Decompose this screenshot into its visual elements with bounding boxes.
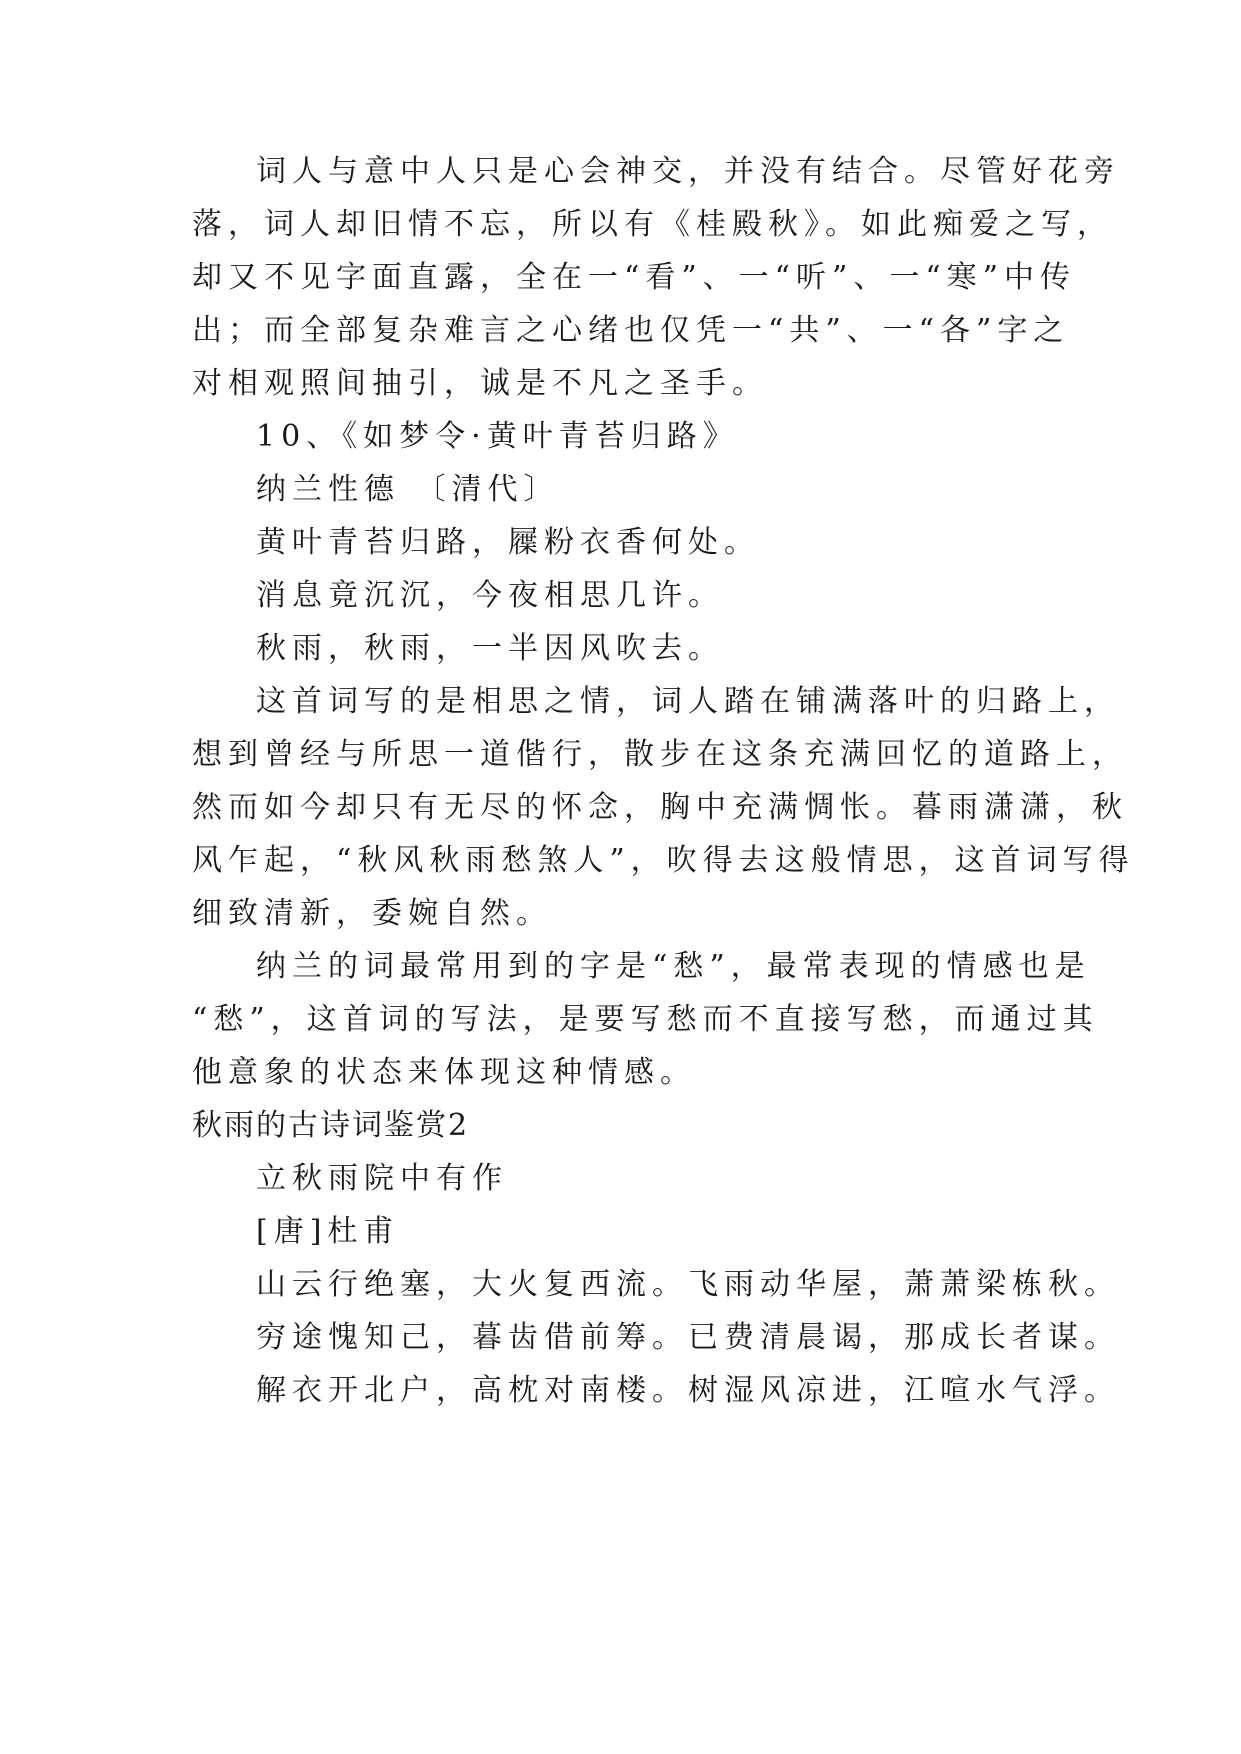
paragraph-line: 想到曾经与所思一道偕行，散步在这条充满回忆的道路上， — [192, 737, 1128, 772]
paragraph-line: 风乍起，“秋风秋雨愁煞人”，吹得去这般情思，这首词写得 — [192, 843, 1135, 878]
poem-title: 10、《如梦令·黄叶青苔归路》 — [256, 419, 739, 454]
paragraph-line: 他意象的状态来体现这种情感。 — [192, 1055, 696, 1090]
paragraph-line: 细致清新，委婉自然。 — [192, 896, 552, 931]
poem-verse: 消息竟沉沉，今夜相思几许。 — [256, 578, 724, 613]
paragraph-line: 对相观照间抽引，诚是不凡之圣手。 — [192, 366, 768, 401]
section-heading: 秋雨的古诗词鉴赏2 — [192, 1108, 470, 1143]
paragraph-line: 落，词人却旧情不忘，所以有《桂殿秋》。如此痴爱之写， — [192, 207, 1113, 242]
poem-author: [唐]杜甫 — [256, 1214, 400, 1249]
paragraph-line: 却又不见字面直露，全在一“看”、一“听”、一“寒”中传 — [192, 260, 1077, 295]
poem-verse: 黄叶青苔归路，屧粉衣香何处。 — [256, 525, 760, 560]
paragraph-line: 纳兰的词最常用到的字是“愁”，最常表现的情感也是 — [256, 949, 1091, 984]
paragraph-line: 出；而全部复杂难言之心绪也仅凭一“共”、一“各”字之 — [192, 313, 1070, 348]
poem-verse: 穷途愧知己，暮齿借前筹。已费清晨谒，那成长者谋。 — [256, 1320, 1120, 1355]
poem-title: 立秋雨院中有作 — [256, 1161, 508, 1196]
poem-author: 纳兰性德 〔清代〕 — [256, 472, 560, 507]
paragraph-line: 这首词写的是相思之情，词人踏在铺满落叶的归路上， — [256, 684, 1120, 719]
paragraph-line: “愁”，这首词的写法，是要写愁而不直接写愁，而通过其 — [192, 1002, 1099, 1037]
poem-verse: 解衣开北户，高枕对南楼。树湿风凉进，江喧水气浮。 — [256, 1373, 1120, 1408]
paragraph-line: 然而如今却只有无尽的怀念，胸中充满惆怅。暮雨潇潇，秋 — [192, 790, 1128, 825]
poem-verse: 山云行绝塞，大火复西流。飞雨动华屋，萧萧梁栋秋。 — [256, 1267, 1120, 1302]
paragraph-line: 词人与意中人只是心会神交，并没有结合。尽管好花旁 — [256, 154, 1120, 189]
poem-verse: 秋雨，秋雨，一半因风吹去。 — [256, 631, 724, 666]
